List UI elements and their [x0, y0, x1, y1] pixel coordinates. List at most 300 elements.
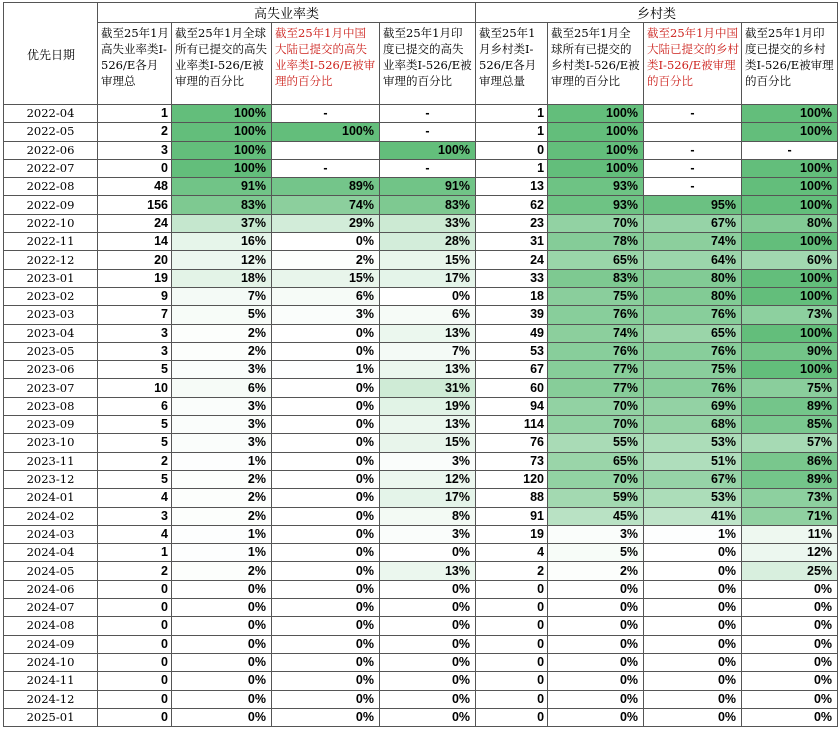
high-india-pct-cell: 13% — [380, 324, 476, 342]
rural-india-pct-cell: 100% — [742, 324, 838, 342]
high-global-pct-cell: 3% — [172, 397, 272, 415]
rural-china-pct-cell: 95% — [644, 196, 742, 214]
rural-india-pct-cell: 75% — [742, 379, 838, 397]
high-total-cell: 0 — [98, 708, 172, 726]
priority-date-cell: 2022-12 — [4, 251, 98, 269]
high-china-pct-cell: 0% — [272, 672, 380, 690]
high-china-pct-cell: 0% — [272, 452, 380, 470]
rural-china-pct-cell: 41% — [644, 507, 742, 525]
rural-china-pct-cell: 74% — [644, 233, 742, 251]
rural-china-pct-cell: 67% — [644, 470, 742, 488]
priority-date-cell: 2023-10 — [4, 434, 98, 452]
high-total-cell: 2 — [98, 562, 172, 580]
rural-china-pct-cell: 0% — [644, 617, 742, 635]
rural-china-pct-cell: 68% — [644, 416, 742, 434]
rural-china-pct-cell: - — [644, 141, 742, 159]
rural-total-cell: 0 — [476, 141, 548, 159]
priority-date-cell: 2025-01 — [4, 708, 98, 726]
rural-india-pct-cell: 71% — [742, 507, 838, 525]
rural-total-cell: 91 — [476, 507, 548, 525]
priority-date-cell: 2022-04 — [4, 105, 98, 123]
rural-total-cell: 0 — [476, 708, 548, 726]
high-total-cell: 0 — [98, 159, 172, 177]
priority-date-cell: 2024-03 — [4, 525, 98, 543]
high-china-pct-cell: 100% — [272, 123, 380, 141]
priority-date-cell: 2022-05 — [4, 123, 98, 141]
table-row — [4, 653, 838, 671]
high-global-pct-cell: 0% — [172, 599, 272, 617]
high-total-cell: 0 — [98, 635, 172, 653]
high-china-pct-cell: 0% — [272, 617, 380, 635]
high-global-pct-cell: 3% — [172, 434, 272, 452]
rural-india-pct-cell: 100% — [742, 233, 838, 251]
high-china-pct-cell: 0% — [272, 416, 380, 434]
rural-india-pct-cell: 60% — [742, 251, 838, 269]
high-global-pct-cell: 2% — [172, 562, 272, 580]
high-china-pct-cell: 6% — [272, 287, 380, 305]
high-china-pct-cell: 0% — [272, 233, 380, 251]
rural-china-pct-cell: 80% — [644, 287, 742, 305]
table-row — [4, 470, 838, 488]
high-india-pct-cell: 3% — [380, 525, 476, 543]
priority-date-cell: 2024-01 — [4, 489, 98, 507]
high-china-pct-cell: 0% — [272, 599, 380, 617]
high-china-pct-cell — [272, 141, 380, 159]
col-header-high-global-pct: 截至25年1月全球所有已提交的高失业率类I-526/E被审理的百分比 — [172, 23, 272, 105]
rural-india-pct-cell: 0% — [742, 599, 838, 617]
rural-total-cell: 23 — [476, 214, 548, 232]
rural-china-pct-cell: 51% — [644, 452, 742, 470]
high-india-pct-cell: - — [380, 105, 476, 123]
rural-total-cell: 67 — [476, 361, 548, 379]
rural-total-cell: 39 — [476, 306, 548, 324]
rural-india-pct-cell: 0% — [742, 708, 838, 726]
rural-china-pct-cell: 53% — [644, 434, 742, 452]
high-total-cell: 10 — [98, 379, 172, 397]
rural-total-cell: 31 — [476, 233, 548, 251]
high-india-pct-cell: 0% — [380, 653, 476, 671]
rural-global-pct-cell: 100% — [548, 141, 644, 159]
high-global-pct-cell: 7% — [172, 287, 272, 305]
high-global-pct-cell: 1% — [172, 525, 272, 543]
group-header-rural: 乡村类 — [476, 3, 838, 23]
col-header-high-china-pct: 截至25年1月中国大陆已提交的高失业率类I-526/E被审理的百分比 — [272, 23, 380, 105]
high-total-cell: 7 — [98, 306, 172, 324]
high-total-cell: 48 — [98, 178, 172, 196]
high-china-pct-cell: - — [272, 105, 380, 123]
high-global-pct-cell: 2% — [172, 324, 272, 342]
rural-global-pct-cell: 70% — [548, 214, 644, 232]
high-india-pct-cell: 91% — [380, 178, 476, 196]
priority-date-cell: 2024-10 — [4, 653, 98, 671]
rural-india-pct-cell: 73% — [742, 306, 838, 324]
priority-date-cell: 2023-02 — [4, 287, 98, 305]
rural-total-cell: 0 — [476, 672, 548, 690]
high-global-pct-cell: 0% — [172, 672, 272, 690]
rural-india-pct-cell: 90% — [742, 342, 838, 360]
high-total-cell: 2 — [98, 123, 172, 141]
priority-date-cell: 2023-11 — [4, 452, 98, 470]
rural-total-cell: 0 — [476, 617, 548, 635]
rural-total-cell: 0 — [476, 599, 548, 617]
table-row — [4, 306, 838, 324]
high-india-pct-cell: 0% — [380, 690, 476, 708]
rural-global-pct-cell: 0% — [548, 599, 644, 617]
rural-total-cell: 49 — [476, 324, 548, 342]
rural-india-pct-cell: 57% — [742, 434, 838, 452]
high-india-pct-cell: 15% — [380, 251, 476, 269]
high-total-cell: 156 — [98, 196, 172, 214]
rural-total-cell: 60 — [476, 379, 548, 397]
high-total-cell: 3 — [98, 342, 172, 360]
rural-china-pct-cell: 1% — [644, 525, 742, 543]
rural-total-cell: 53 — [476, 342, 548, 360]
high-total-cell: 19 — [98, 269, 172, 287]
high-china-pct-cell: 89% — [272, 178, 380, 196]
priority-date-cell: 2024-06 — [4, 580, 98, 598]
rural-india-pct-cell: 89% — [742, 470, 838, 488]
high-india-pct-cell: 31% — [380, 379, 476, 397]
priority-date-cell: 2024-07 — [4, 599, 98, 617]
priority-date-cell: 2022-07 — [4, 159, 98, 177]
high-total-cell: 4 — [98, 525, 172, 543]
high-india-pct-cell: 3% — [380, 452, 476, 470]
table-row — [4, 251, 838, 269]
high-china-pct-cell: 15% — [272, 269, 380, 287]
high-global-pct-cell: 1% — [172, 452, 272, 470]
rural-china-pct-cell: 0% — [644, 544, 742, 562]
high-global-pct-cell: 0% — [172, 653, 272, 671]
table-row — [4, 599, 838, 617]
rural-global-pct-cell: 2% — [548, 562, 644, 580]
high-global-pct-cell: 2% — [172, 470, 272, 488]
high-global-pct-cell: 100% — [172, 105, 272, 123]
high-china-pct-cell: 29% — [272, 214, 380, 232]
rural-total-cell: 0 — [476, 653, 548, 671]
rural-global-pct-cell: 100% — [548, 105, 644, 123]
table-row — [4, 123, 838, 141]
high-china-pct-cell: 3% — [272, 306, 380, 324]
high-global-pct-cell: 0% — [172, 690, 272, 708]
high-india-pct-cell: 8% — [380, 507, 476, 525]
priority-date-cell: 2023-12 — [4, 470, 98, 488]
priority-date-cell: 2024-04 — [4, 544, 98, 562]
table-row — [4, 635, 838, 653]
rural-china-pct-cell: 0% — [644, 653, 742, 671]
rural-china-pct-cell: 69% — [644, 397, 742, 415]
high-total-cell: 4 — [98, 489, 172, 507]
high-total-cell: 5 — [98, 361, 172, 379]
rural-global-pct-cell: 76% — [548, 306, 644, 324]
priority-date-cell: 2024-09 — [4, 635, 98, 653]
rural-global-pct-cell: 78% — [548, 233, 644, 251]
table-row — [4, 507, 838, 525]
high-india-pct-cell: 19% — [380, 397, 476, 415]
rural-global-pct-cell: 74% — [548, 324, 644, 342]
priority-date-cell: 2024-08 — [4, 617, 98, 635]
rural-global-pct-cell: 77% — [548, 361, 644, 379]
rural-india-pct-cell: 100% — [742, 123, 838, 141]
rural-india-pct-cell: 25% — [742, 562, 838, 580]
rural-total-cell: 4 — [476, 544, 548, 562]
rural-total-cell: 73 — [476, 452, 548, 470]
high-global-pct-cell: 16% — [172, 233, 272, 251]
high-india-pct-cell: - — [380, 159, 476, 177]
high-india-pct-cell: 6% — [380, 306, 476, 324]
rural-india-pct-cell: 0% — [742, 635, 838, 653]
priority-date-cell: 2023-06 — [4, 361, 98, 379]
table-row — [4, 416, 838, 434]
table-row — [4, 159, 838, 177]
table-row — [4, 544, 838, 562]
rural-total-cell: 1 — [476, 105, 548, 123]
high-global-pct-cell: 83% — [172, 196, 272, 214]
rural-global-pct-cell: 93% — [548, 196, 644, 214]
table-row — [4, 672, 838, 690]
high-india-pct-cell: 0% — [380, 287, 476, 305]
priority-date-cell: 2023-05 — [4, 342, 98, 360]
high-china-pct-cell: 0% — [272, 342, 380, 360]
high-china-pct-cell: 0% — [272, 580, 380, 598]
table-row — [4, 214, 838, 232]
priority-date-cell: 2022-06 — [4, 141, 98, 159]
rural-india-pct-cell: 100% — [742, 269, 838, 287]
rural-global-pct-cell: 70% — [548, 416, 644, 434]
high-india-pct-cell: 7% — [380, 342, 476, 360]
col-header-rural-total: 截至25年1月乡村类I-526/E各月审理总量 — [476, 23, 548, 105]
high-total-cell: 2 — [98, 452, 172, 470]
high-china-pct-cell: 0% — [272, 379, 380, 397]
high-total-cell: 0 — [98, 599, 172, 617]
priority-date-cell: 2024-12 — [4, 690, 98, 708]
rural-china-pct-cell: - — [644, 159, 742, 177]
high-china-pct-cell: 0% — [272, 470, 380, 488]
high-global-pct-cell: 2% — [172, 507, 272, 525]
high-global-pct-cell: 0% — [172, 617, 272, 635]
table-row — [4, 342, 838, 360]
table-row — [4, 562, 838, 580]
high-total-cell: 1 — [98, 544, 172, 562]
table-row — [4, 452, 838, 470]
rural-total-cell: 33 — [476, 269, 548, 287]
high-india-pct-cell: 13% — [380, 361, 476, 379]
high-india-pct-cell: 33% — [380, 214, 476, 232]
high-global-pct-cell: 3% — [172, 416, 272, 434]
table-container — [3, 2, 837, 727]
high-total-cell: 0 — [98, 653, 172, 671]
table-row — [4, 525, 838, 543]
priority-date-cell: 2023-08 — [4, 397, 98, 415]
rural-india-pct-cell: - — [742, 141, 838, 159]
high-global-pct-cell: 1% — [172, 544, 272, 562]
high-global-pct-cell: 3% — [172, 361, 272, 379]
table-row — [4, 141, 838, 159]
high-total-cell: 0 — [98, 690, 172, 708]
table-row — [4, 233, 838, 251]
high-india-pct-cell: 13% — [380, 416, 476, 434]
table-row — [4, 196, 838, 214]
high-china-pct-cell: 0% — [272, 525, 380, 543]
high-china-pct-cell: 0% — [272, 507, 380, 525]
rural-india-pct-cell: 100% — [742, 159, 838, 177]
high-total-cell: 0 — [98, 672, 172, 690]
rural-global-pct-cell: 76% — [548, 342, 644, 360]
priority-date-cell: 2023-04 — [4, 324, 98, 342]
high-global-pct-cell: 12% — [172, 251, 272, 269]
high-total-cell: 20 — [98, 251, 172, 269]
rural-global-pct-cell: 65% — [548, 452, 644, 470]
rural-total-cell: 1 — [476, 159, 548, 177]
priority-date-cell: 2022-10 — [4, 214, 98, 232]
table-row — [4, 178, 838, 196]
high-global-pct-cell: 91% — [172, 178, 272, 196]
rural-global-pct-cell: 75% — [548, 287, 644, 305]
rural-china-pct-cell: - — [644, 105, 742, 123]
high-global-pct-cell: 18% — [172, 269, 272, 287]
rural-global-pct-cell: 83% — [548, 269, 644, 287]
rural-china-pct-cell: 0% — [644, 690, 742, 708]
high-global-pct-cell: 5% — [172, 306, 272, 324]
rural-china-pct-cell: 76% — [644, 342, 742, 360]
high-total-cell: 3 — [98, 507, 172, 525]
rural-global-pct-cell: 0% — [548, 635, 644, 653]
table-row — [4, 434, 838, 452]
group-header-high-unemployment: 高失业率类 — [98, 3, 476, 23]
high-global-pct-cell: 0% — [172, 635, 272, 653]
high-india-pct-cell: 0% — [380, 580, 476, 598]
high-china-pct-cell: 0% — [272, 562, 380, 580]
priority-date-header: 优先日期 — [4, 3, 98, 105]
priority-date-cell: 2023-01 — [4, 269, 98, 287]
col-header-high-total: 截至25年1月高失业率类I-526/E各月审理总 — [98, 23, 172, 105]
table-row — [4, 269, 838, 287]
col-header-rural-china-pct: 截至25年1月中国大陆已提交的乡村类I-526/E被审理的百分比 — [644, 23, 742, 105]
table-row — [4, 580, 838, 598]
high-global-pct-cell: 0% — [172, 580, 272, 598]
high-china-pct-cell: 74% — [272, 196, 380, 214]
high-total-cell: 24 — [98, 214, 172, 232]
high-global-pct-cell: 100% — [172, 141, 272, 159]
rural-total-cell: 120 — [476, 470, 548, 488]
rural-china-pct-cell: 64% — [644, 251, 742, 269]
rural-china-pct-cell: 0% — [644, 635, 742, 653]
high-global-pct-cell: 0% — [172, 708, 272, 726]
table-row — [4, 397, 838, 415]
high-global-pct-cell: 2% — [172, 489, 272, 507]
priority-date-cell: 2024-02 — [4, 507, 98, 525]
rural-india-pct-cell: 100% — [742, 105, 838, 123]
high-total-cell: 3 — [98, 324, 172, 342]
high-india-pct-cell: 0% — [380, 635, 476, 653]
high-india-pct-cell: - — [380, 123, 476, 141]
rural-global-pct-cell: 45% — [548, 507, 644, 525]
high-total-cell: 0 — [98, 617, 172, 635]
rural-china-pct-cell: 65% — [644, 324, 742, 342]
rural-global-pct-cell: 70% — [548, 397, 644, 415]
rural-global-pct-cell: 100% — [548, 159, 644, 177]
priority-date-cell: 2022-11 — [4, 233, 98, 251]
rural-china-pct-cell: 53% — [644, 489, 742, 507]
rural-india-pct-cell: 0% — [742, 672, 838, 690]
high-china-pct-cell: 0% — [272, 434, 380, 452]
rural-global-pct-cell: 5% — [548, 544, 644, 562]
high-china-pct-cell: 0% — [272, 635, 380, 653]
high-total-cell: 5 — [98, 434, 172, 452]
rural-total-cell: 94 — [476, 397, 548, 415]
rural-india-pct-cell: 100% — [742, 178, 838, 196]
high-india-pct-cell: 17% — [380, 489, 476, 507]
rural-total-cell: 0 — [476, 690, 548, 708]
priority-date-cell: 2022-09 — [4, 196, 98, 214]
rural-global-pct-cell: 0% — [548, 708, 644, 726]
rural-total-cell: 24 — [476, 251, 548, 269]
rural-india-pct-cell: 12% — [742, 544, 838, 562]
high-total-cell: 6 — [98, 397, 172, 415]
rural-global-pct-cell: 3% — [548, 525, 644, 543]
high-india-pct-cell: 17% — [380, 269, 476, 287]
rural-global-pct-cell: 0% — [548, 690, 644, 708]
high-china-pct-cell: - — [272, 159, 380, 177]
rural-india-pct-cell: 0% — [742, 690, 838, 708]
rural-total-cell: 114 — [476, 416, 548, 434]
rural-total-cell: 19 — [476, 525, 548, 543]
rural-india-pct-cell: 100% — [742, 361, 838, 379]
high-india-pct-cell: 100% — [380, 141, 476, 159]
high-total-cell: 9 — [98, 287, 172, 305]
high-india-pct-cell: 13% — [380, 562, 476, 580]
table-row — [4, 489, 838, 507]
high-india-pct-cell: 12% — [380, 470, 476, 488]
rural-china-pct-cell — [644, 123, 742, 141]
rural-global-pct-cell: 77% — [548, 379, 644, 397]
priority-date-cell: 2023-07 — [4, 379, 98, 397]
high-total-cell: 3 — [98, 141, 172, 159]
rural-total-cell: 13 — [476, 178, 548, 196]
rural-global-pct-cell: 59% — [548, 489, 644, 507]
high-global-pct-cell: 6% — [172, 379, 272, 397]
rural-global-pct-cell: 55% — [548, 434, 644, 452]
high-india-pct-cell: 0% — [380, 617, 476, 635]
priority-date-cell: 2024-05 — [4, 562, 98, 580]
table-row — [4, 379, 838, 397]
rural-india-pct-cell: 73% — [742, 489, 838, 507]
priority-date-cell: 2024-11 — [4, 672, 98, 690]
rural-total-cell: 88 — [476, 489, 548, 507]
table-body — [4, 105, 838, 727]
rural-total-cell: 1 — [476, 123, 548, 141]
rural-india-pct-cell: 89% — [742, 397, 838, 415]
high-india-pct-cell: 0% — [380, 708, 476, 726]
rural-china-pct-cell: - — [644, 178, 742, 196]
table-row — [4, 708, 838, 726]
rural-india-pct-cell: 85% — [742, 416, 838, 434]
high-china-pct-cell: 0% — [272, 489, 380, 507]
rural-global-pct-cell: 70% — [548, 470, 644, 488]
high-total-cell: 1 — [98, 105, 172, 123]
rural-india-pct-cell: 100% — [742, 287, 838, 305]
rural-china-pct-cell: 0% — [644, 580, 742, 598]
high-india-pct-cell: 0% — [380, 672, 476, 690]
rural-global-pct-cell: 0% — [548, 580, 644, 598]
rural-global-pct-cell: 93% — [548, 178, 644, 196]
table-row — [4, 324, 838, 342]
high-china-pct-cell: 0% — [272, 708, 380, 726]
rural-china-pct-cell: 0% — [644, 562, 742, 580]
rural-total-cell: 76 — [476, 434, 548, 452]
table-row — [4, 287, 838, 305]
rural-china-pct-cell: 80% — [644, 269, 742, 287]
rural-global-pct-cell: 65% — [548, 251, 644, 269]
